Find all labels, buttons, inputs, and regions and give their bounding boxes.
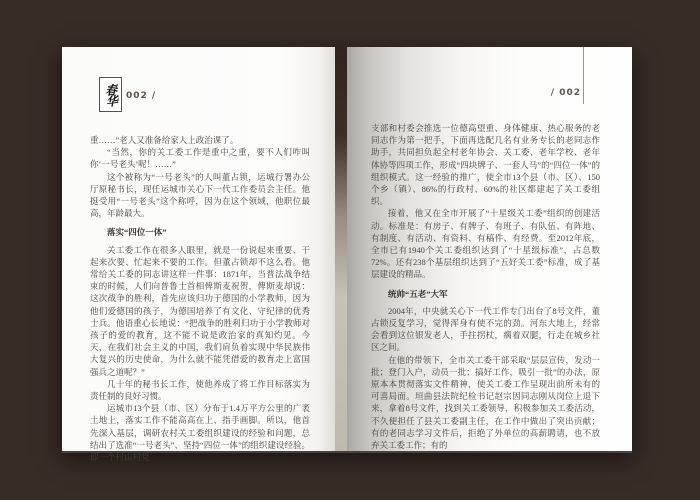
body-paragraph: 支部和村委会推选一位德高望重、身体健康、热心服务的老同志作为第一把手，下面再选配几名有业务专长的老同志作助手，共同担负起全村老年协会、关工委、老年学校、老年体协等四项工作，形成“四块牌子、一套人马”的“四位一体”的组织模式。这一经验的推广，使全市13个县（市、区）、150个乡（镇）、86%的行政村、60%的社区都建起了关工委组织。 — [371, 123, 600, 207]
body-paragraph: 这个被称为“一号老头”的人叫董占锁，运城行署办公厅原秘书长，现任运城市关心下一代工作委员会主任。他挺受用“一号老头”这个称呼，因为在这个领域，他职位最高，年龄最大。 — [90, 171, 310, 219]
right-page-text — [371, 122, 600, 451]
header-rule — [583, 47, 584, 104]
book-spread — [62, 47, 632, 463]
body-paragraph: “当然，你的关工委工作是重中之重，要不人们咋叫你‘一号老头’呢！……” — [90, 147, 310, 170]
body-paragraph: 在他的带领下，全市关工委干部采取“层层宣传，发动一批；登门入户，动员一批；搞好工作，吸引一批”的办法，原原本本贯彻落实文件精神，使关工委工作呈现出前所未有的可喜局面。垣曲县法院纪检书记赵宗因同志刚从岗位上退下来，拿着8号文件，找到关工委领导，积极参加关工委活动，不久便担任了县关工委副主任，在工作中做出了突出贡献；有的老同志学习文件后，拒绝了外单位的高薪聘请，也不放弃关工委工作；有的 — [371, 354, 600, 451]
left-page — [62, 47, 335, 463]
body-paragraph: 2004年，中央就关心下一代工作专门出台了8号文件，董占锁反复学习，觉得浑身有使不完的劲。河东大地上，经常会看到这位银发老人，手拄拐杖，瘸着双腿，行走在城乡社区之间。 — [371, 305, 600, 353]
left-page-text — [90, 134, 310, 463]
publisher-stamp — [99, 77, 122, 112]
page-number-left: 002 / — [126, 91, 157, 101]
spine-gutter — [335, 47, 347, 451]
right-page — [347, 47, 632, 451]
stamp-calligraphy: 春华 — [102, 82, 119, 107]
body-paragraph: 运城市13个县（市、区）分布于1.4万平方公里的广袤土地上，落实工作不能高高在上、指手画脚。所以，他首先深入基层，调研农村关工委组织建设的经验和问题，总结出了选准“一号老头”、坚持“四位一体”的组织建设经验。即一个村由村党 — [90, 403, 310, 463]
body-paragraph: 关工委工作在很多人眼里，就是一份说起来重要、干起来次要、忙起来不要的工作。但董占锁却不这么看。他常给关工委的同志讲这样一件事：1871年，当普法战争结束的时候，人们向普鲁士首相俾斯麦祝贺，俾斯麦却说：这次战争的胜利，首先应该归功于德国的小学教师，因为他们爱德国的孩子，为德国培养了有文化、守纪律的优秀士兵。他语重心长地说：“把战争的胜利归功于小学教师对孩子的爱的教育，这不能不说是政治家的真知灼见。今天，在我们社会主义的中国，我们肩负着实现中华民族伟大复兴的历史使命，为什么就不能凭借爱的教育走上富国强兵之道呢？” — [90, 244, 310, 377]
section-heading: 统帅“五老”大军 — [388, 288, 448, 299]
body-paragraph: 几十年的秘书长工作，使他养成了将工作目标落实为责任制的良好习惯。 — [90, 378, 310, 402]
page-number-right: / 002 — [550, 88, 581, 98]
body-paragraph: 接着，他又在全市开展了“十星级关工委”组织的创建活动。标准是：有房子、有牌子、有班子、有队伍、有阵地、有制度、有活动、有资料、有稿件、有经费。至2012年底，全市已有1940个关工委组织达到了“十星级标准”，占总数72%。还有238个基层组织达到了“五好关工委”标准，成了基层建设的精品。 — [371, 208, 600, 280]
body-paragraph: 重……”老人又准备给家人上政治课了。 — [90, 135, 239, 145]
section-heading: 落实“四位一体” — [107, 227, 167, 238]
